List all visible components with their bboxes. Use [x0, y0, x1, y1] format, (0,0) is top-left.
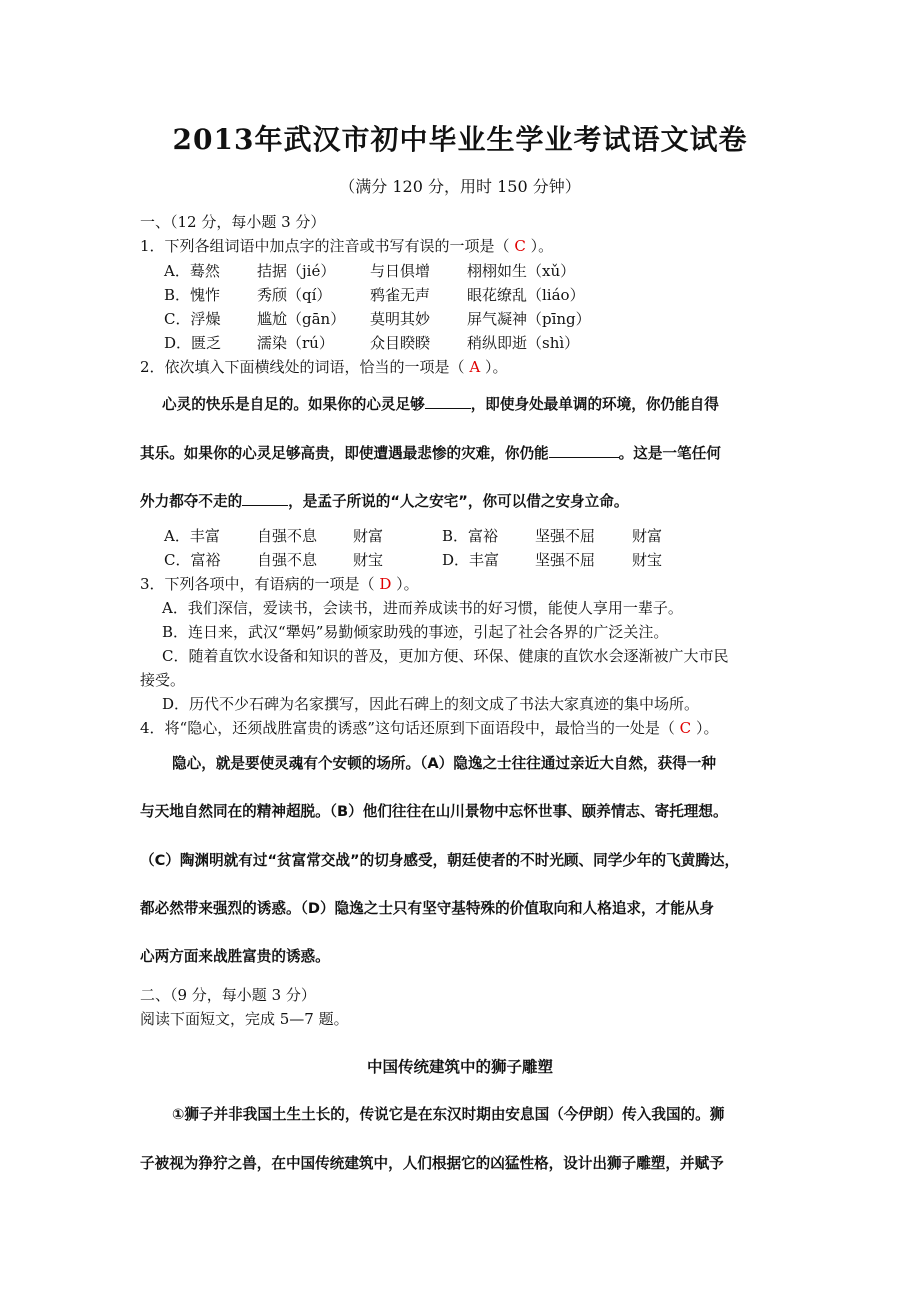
q3-option-b: B．连日来，武汉“犟妈”易勤倾家助残的事迹，引起了社会各界的广泛关注。 [162, 623, 669, 641]
fill-blank-3 [242, 490, 288, 506]
q2-option-a-word2: 自强不息 [257, 527, 318, 545]
q1-option-b-word3: 鸦雀无声 [370, 286, 431, 304]
q1-option-a-word3: 与日俱增 [370, 262, 431, 280]
q2-passage-text: ，是孟子所说的“人之安宅”，你可以借之安身立命。 [288, 493, 629, 510]
q2-passage-text: 。这是一笔任何 [618, 445, 721, 462]
q2-passage-text: ，即使身处最单调的环境，你仍能自得 [470, 396, 719, 413]
section-1-header: 一、（12 分，每小题 3 分） [140, 213, 326, 231]
fill-blank-1 [425, 393, 471, 409]
question-4-close: ）。 [695, 719, 719, 737]
q1-option-c-word4: 屏气凝神（pīng） [467, 310, 591, 328]
q2-option-c-word3: 财宝 [353, 551, 384, 569]
q4-passage-line-4: 都必然带来强烈的诱惑。（D）隐逸之士只有坚守基特殊的价值取向和人格追求，才能从身 [140, 900, 714, 917]
q1-option-a-word1: A．蓦然 [164, 262, 220, 280]
question-3-stem [140, 574, 419, 594]
q1-option-c-word3: 莫明其妙 [370, 310, 431, 328]
q2-option-d-word1: D．丰富 [442, 551, 500, 569]
question-4-answer: C [679, 719, 692, 737]
q2-passage-text: 外力都夺不走的 [140, 493, 243, 510]
q1-option-d-word1: D．匮乏 [164, 334, 222, 352]
q2-option-a-word3: 财富 [353, 527, 384, 545]
exam-subtitle: （满分 120 分，用时 150 分钟） [339, 177, 581, 196]
question-1-text: 1．下列各组词语中加点字的注音或书写有误的一项是（ [140, 237, 510, 255]
q1-option-b-word2: 秀颀（qí） [257, 286, 332, 304]
exam-title: 2013年武汉市初中毕业生学业考试语文试卷 [172, 123, 748, 156]
q2-option-d-word2: 坚强不屈 [535, 551, 596, 569]
q2-option-b-word1: B．富裕 [442, 527, 499, 545]
question-2-stem [140, 357, 507, 377]
question-2-text: 2．依次填入下面横线处的词语，恰当的一项是（ [140, 358, 465, 376]
article-heading: 中国传统建筑中的狮子雕塑 [366, 1058, 553, 1076]
question-4-stem [140, 718, 718, 738]
q4-passage-line-5: 心两方面来战胜富贵的诱惑。 [140, 948, 330, 965]
q3-option-c: C．随着直饮水设备和知识的普及，更加方便、环保、健康的直饮水会逐渐被广大市民 [162, 647, 729, 665]
q2-passage-text: 其乐。如果你的心灵足够高贵，即使遭遇最悲惨的灾难，你仍能 [140, 445, 549, 462]
question-2-answer: A [469, 358, 481, 376]
q1-option-c-word1: C．浮燥 [164, 310, 221, 328]
q2-option-b-word2: 坚强不屈 [535, 527, 596, 545]
q2-option-d-word3: 财宝 [632, 551, 663, 569]
q4-passage-line-2: 与天地自然同在的精神超脱。（B）他们往往在山川景物中忘怀世事、颐养情志、寄托理想。 [140, 803, 728, 820]
q3-option-c-continued: 接受。 [140, 671, 186, 689]
q3-option-d: D．历代不少石碑为名家撰写，因此石碑上的刻文成了书法大家真迹的集中场所。 [162, 695, 700, 713]
q4-passage-line-1: 隐心，就是要使灵魂有个安顿的场所。（A）隐逸之士往往通过亲近大自然，获得一种 [172, 755, 716, 772]
question-1-close: ）。 [530, 237, 554, 255]
q1-option-d-word3: 众目睽睽 [370, 334, 431, 352]
q2-passage-text: 心灵的快乐是自足的。如果你的心灵足够 [162, 396, 425, 413]
article-paragraph-line-2: 子被视为狰狞之兽，在中国传统建筑中，人们根据它的凶猛性格，设计出狮子雕塑，并赋予 [140, 1155, 724, 1172]
question-3-text: 3．下列各项中，有语病的一项是（ [140, 575, 375, 593]
q3-option-a: A．我们深信，爱读书，会读书，进而养成读书的好习惯，能使人享用一辈子。 [162, 599, 683, 617]
question-4-text: 4．将“隐心，还须战胜富贵的诱惑”这句话还原到下面语段中，最恰当的一处是（ [140, 719, 675, 737]
q1-option-b-word1: B．愧怍 [164, 286, 221, 304]
q2-option-b-word3: 财富 [632, 527, 663, 545]
q2-passage-line-2 [140, 442, 790, 464]
q1-option-c-word2: 尴尬（gān） [257, 310, 346, 328]
q2-passage-line-3 [140, 490, 790, 512]
q2-option-c-word2: 自强不息 [257, 551, 318, 569]
question-3-close: ）。 [396, 575, 419, 593]
question-1-answer: C [514, 237, 526, 255]
q1-option-b-word4: 眼花缭乱（liáo） [467, 286, 585, 304]
q1-option-a-word4: 栩栩如生（xǔ） [467, 262, 576, 280]
q2-option-a-word1: A．丰富 [164, 527, 220, 545]
q4-passage-line-3: （C）陶渊明就有过“贫富常交战”的切身感受，朝廷使者的不时光顾、同学少年的飞黄腾达， [140, 852, 740, 869]
q2-passage-line-1 [162, 393, 812, 415]
fill-blank-2 [549, 442, 619, 458]
q1-option-d-word2: 濡染（rú） [257, 334, 334, 352]
article-paragraph-line-1: ①狮子并非我国土生土长的，传说它是在东汉时期由安息国（今伊朗）传入我国的。狮 [172, 1106, 725, 1123]
section-2-header: 二、（9 分，每小题 3 分） [140, 986, 316, 1004]
question-3-answer: D [379, 575, 392, 593]
q1-option-d-word4: 稍纵即逝（shì） [467, 334, 580, 352]
section-2-instruction: 阅读下面短文，完成 5—7 题。 [140, 1010, 349, 1028]
question-1-stem [140, 236, 553, 256]
question-2-close: ）。 [484, 358, 508, 376]
q1-option-a-word2: 拮据（jié） [257, 262, 336, 280]
q2-option-c-word1: C．富裕 [164, 551, 221, 569]
